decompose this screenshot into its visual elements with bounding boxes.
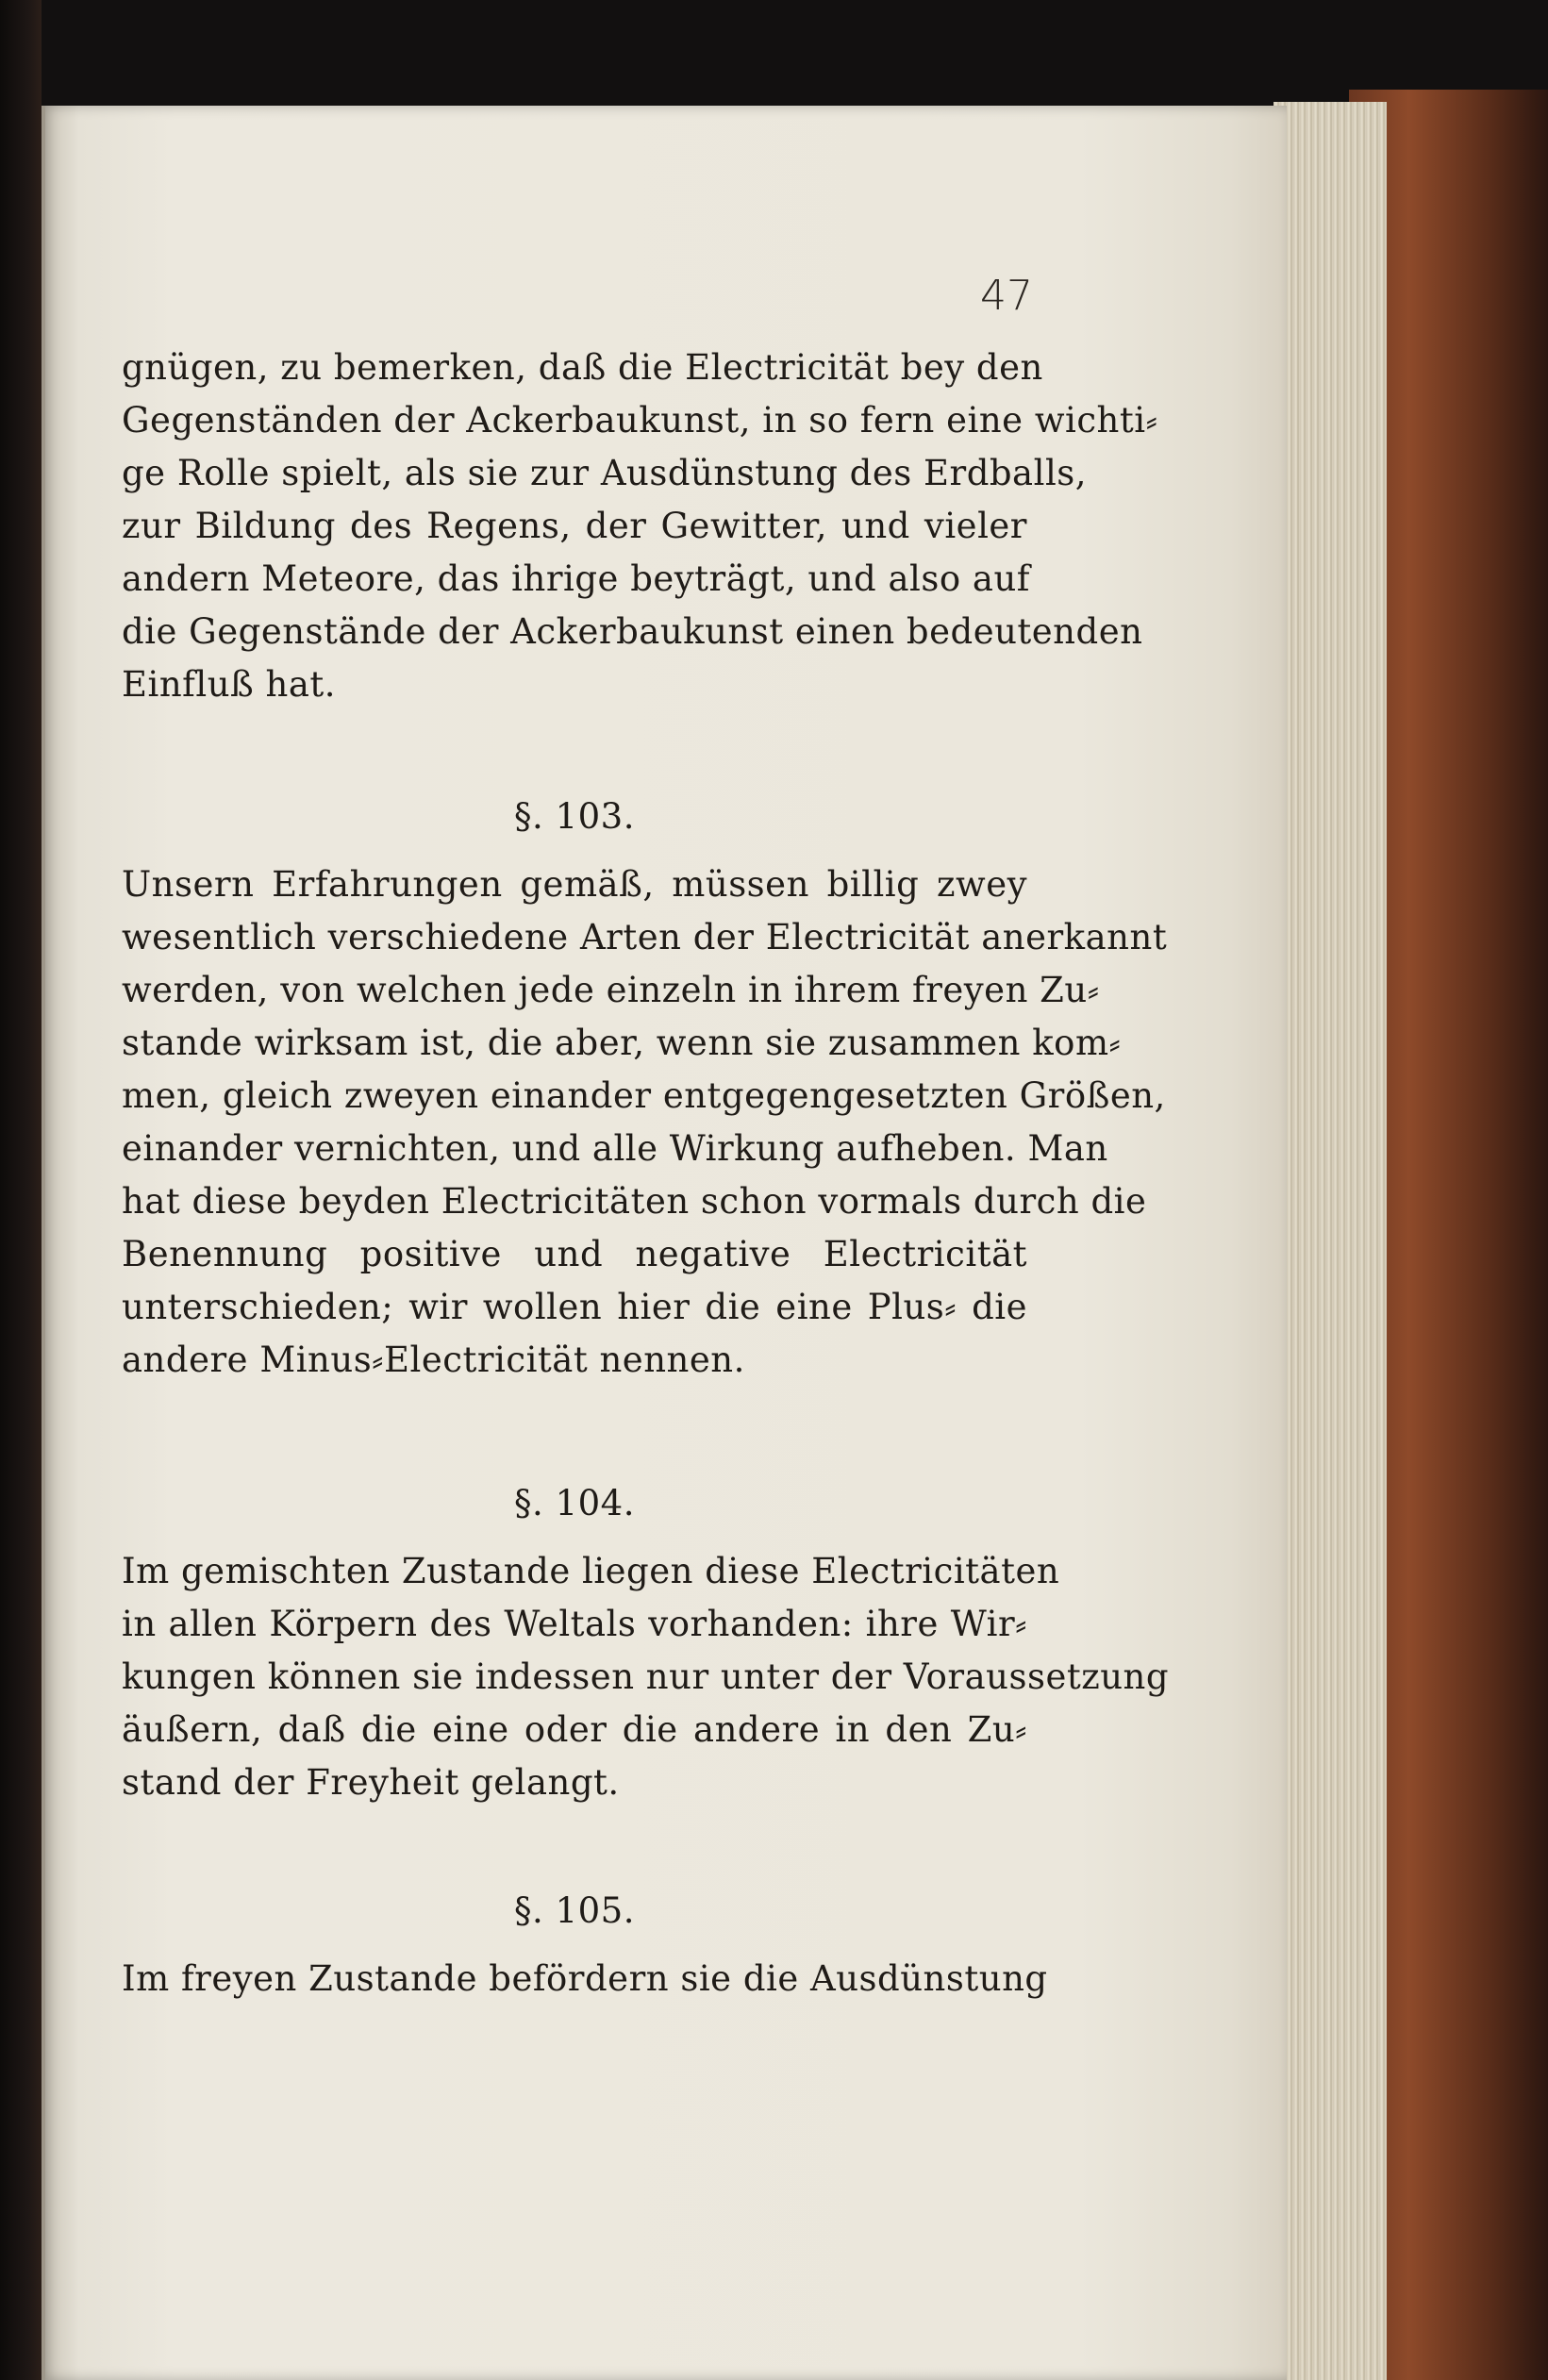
text-line: werden, von welchen jede einzeln in ihrem freyen Zu⸗ [122, 970, 1100, 1010]
text-line: Benennung positive und negative Electricität [122, 1234, 1027, 1274]
text-line: gnügen, zu bemerken, daß die Electricität bey den [122, 347, 1043, 388]
text-line: die Gegenstände der Ackerbaukunst einen bedeutenden [122, 611, 1143, 652]
text-line: wesentlich verschiedene Arten der Electricität anerkannt [122, 917, 1168, 957]
text-line: Gegenständen der Ackerbaukunst, in so fern eine wichti⸗ [122, 400, 1158, 441]
text-line: Unsern Erfahrungen gemäß, müssen billig zwey [122, 864, 1027, 905]
section-heading: §. 105. [514, 1890, 635, 1931]
text-line: hat diese beyden Electricitäten schon vormals durch die [122, 1181, 1147, 1222]
text-line: ge Rolle spielt, als sie zur Ausdünstung des Erdballs, [122, 453, 1088, 493]
section-heading: §. 103. [514, 796, 635, 837]
section-heading: §. 104. [514, 1483, 635, 1523]
text-line: kungen können sie indessen nur unter der Voraussetzung [122, 1656, 1170, 1697]
text-line: in allen Körpern des Weltals vorhanden: ihre Wir⸗ [122, 1604, 1027, 1644]
text-line: Im gemischten Zustande liegen diese Electricitäten [122, 1551, 1060, 1591]
page-edges [1273, 102, 1387, 2380]
text-line: stande wirksam ist, die aber, wenn sie zusammen kom⸗ [122, 1023, 1122, 1063]
page-number: 47 [980, 272, 1033, 320]
text-line: unterschieden; wir wollen hier die eine Plus⸗ die [122, 1287, 1027, 1327]
text-line: Im freyen Zustande befördern sie die Ausdünstung [122, 1958, 1048, 1999]
text-line: äußern, daß die eine oder die andere in den Zu⸗ [122, 1709, 1027, 1750]
text-line: einander vernichten, und alle Wirkung aufheben. Man [122, 1128, 1108, 1169]
page-gutter [42, 106, 45, 2380]
text-line: andern Meteore, das ihrige beyträgt, und also auf [122, 558, 1030, 599]
text-line: stand der Freyheit gelangt. [122, 1762, 620, 1803]
book-cover-left [0, 0, 42, 2380]
text-line: men, gleich zweyen einander entgegengesetzten Größen, [122, 1075, 1166, 1116]
text-line: andere Minus⸗Electricität nennen. [122, 1340, 745, 1380]
text-line: Einfluß hat. [122, 664, 337, 705]
text-line: zur Bildung des Regens, der Gewitter, und vieler [122, 506, 1027, 546]
